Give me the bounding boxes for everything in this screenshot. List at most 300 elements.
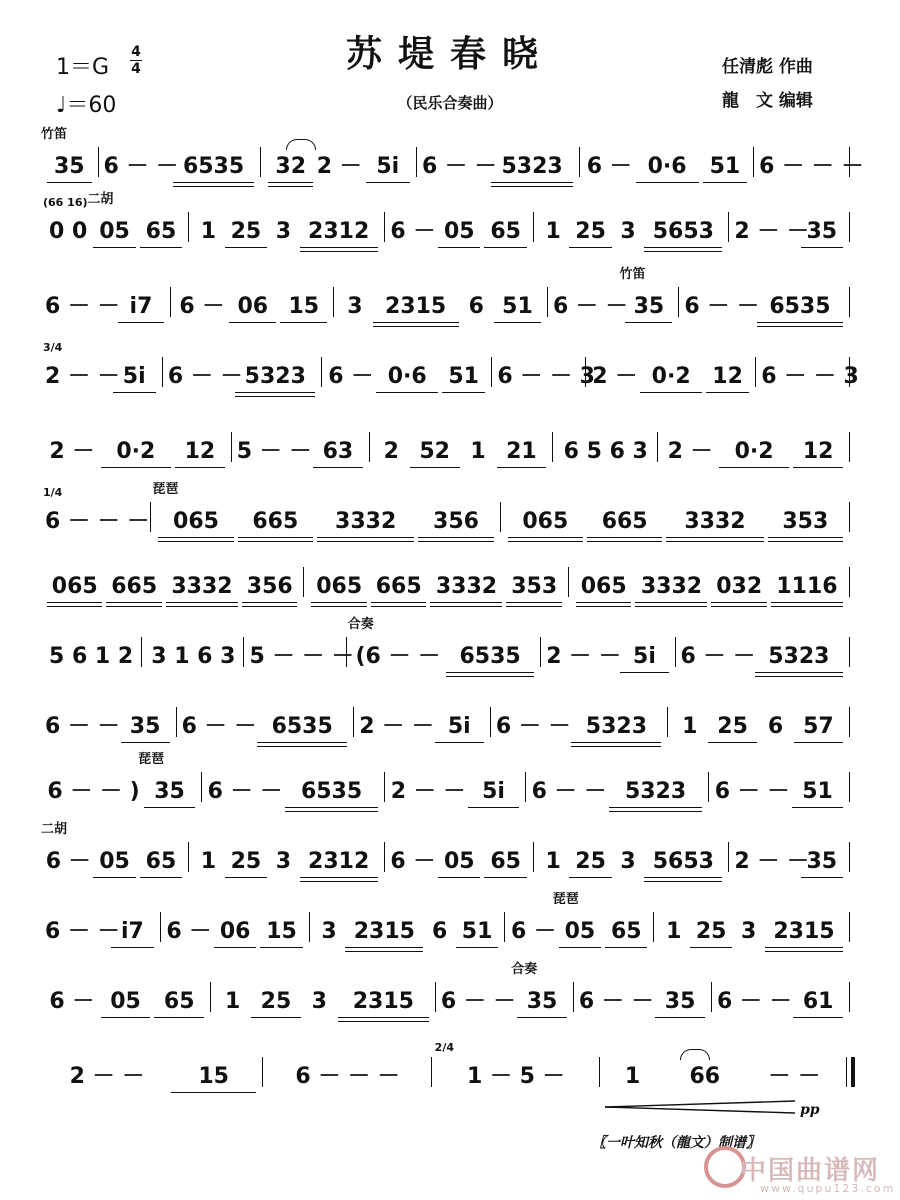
barline bbox=[678, 287, 679, 317]
note-group bbox=[249, 635, 354, 685]
barline bbox=[849, 502, 850, 532]
note-text: 6 － － bbox=[680, 644, 756, 669]
note-group bbox=[684, 285, 760, 335]
note-group bbox=[173, 430, 227, 480]
beam-line bbox=[625, 322, 672, 323]
note-text: 2 － bbox=[667, 439, 713, 464]
note-group bbox=[266, 145, 315, 195]
barline bbox=[573, 982, 574, 1012]
note-text: 6535 bbox=[459, 644, 521, 669]
beam-line bbox=[242, 606, 297, 607]
beam-line bbox=[268, 186, 313, 187]
note-group bbox=[755, 285, 845, 335]
note-group bbox=[680, 635, 756, 685]
note-group bbox=[45, 565, 104, 615]
note-group bbox=[496, 705, 570, 755]
note-text: 6 － － － bbox=[759, 154, 864, 179]
barline bbox=[162, 357, 163, 387]
beam-line bbox=[311, 602, 366, 603]
note-group bbox=[734, 210, 810, 260]
beam-line bbox=[173, 182, 255, 183]
barline bbox=[309, 912, 310, 942]
beam-line bbox=[491, 182, 573, 183]
note-group bbox=[138, 210, 184, 260]
note-text: 51 bbox=[448, 364, 479, 389]
transcriber-credit: 〖一叶知秋（龍文）制谱〗 bbox=[592, 1135, 760, 1151]
beam-line bbox=[101, 467, 171, 468]
note-text: 1 bbox=[682, 714, 698, 739]
note-text: 6 － bbox=[45, 849, 91, 874]
note-text: 06 bbox=[219, 919, 251, 944]
note-group bbox=[769, 565, 845, 615]
beam-line bbox=[605, 947, 647, 948]
beam-line bbox=[101, 1017, 151, 1018]
note-text: 15 bbox=[288, 294, 320, 319]
note-text: 06 bbox=[237, 294, 269, 319]
note-group bbox=[111, 355, 158, 405]
beam-line bbox=[771, 606, 843, 607]
note-text: 05 bbox=[564, 919, 596, 944]
score-line bbox=[45, 430, 855, 480]
score-line bbox=[45, 1041, 855, 1105]
beam-line bbox=[456, 947, 498, 948]
note-text: 35 bbox=[806, 849, 838, 874]
time-signature-bottom: 4 bbox=[131, 61, 141, 77]
beam-line bbox=[366, 182, 411, 183]
note-group bbox=[495, 430, 549, 480]
note-group bbox=[416, 500, 495, 550]
note-group bbox=[87, 192, 137, 260]
beam-line bbox=[438, 247, 480, 248]
note-group bbox=[327, 355, 374, 405]
note-text: 1 bbox=[224, 989, 241, 1014]
note-text: 5 6 1 2 bbox=[49, 644, 134, 669]
beam-line bbox=[438, 877, 480, 878]
note-text: 5323 bbox=[624, 779, 687, 804]
decrescendo-hairpin bbox=[605, 1100, 795, 1114]
note-text: 6 － － － bbox=[45, 509, 150, 534]
beam-line bbox=[484, 247, 526, 248]
note-text: i7 bbox=[120, 919, 144, 944]
barline bbox=[176, 707, 177, 737]
note-group bbox=[454, 910, 500, 960]
note-group bbox=[642, 210, 724, 260]
beam-line bbox=[636, 182, 699, 183]
note-group bbox=[43, 486, 150, 550]
note-group bbox=[761, 355, 859, 405]
note-text: 6 － bbox=[511, 919, 556, 944]
instrument-label: 二胡 bbox=[87, 192, 114, 207]
instrument-label: 琵琶 bbox=[138, 752, 165, 767]
note-text: 6 bbox=[767, 714, 784, 739]
note-group bbox=[45, 635, 137, 685]
note-group bbox=[167, 355, 243, 405]
note-group bbox=[482, 840, 528, 890]
barline bbox=[416, 147, 417, 177]
note-text: 3 bbox=[311, 989, 327, 1014]
note-text: 6 － － bbox=[578, 989, 654, 1014]
note-text: 2315 bbox=[773, 919, 835, 944]
note-text: 6535 bbox=[182, 154, 245, 179]
note-group bbox=[717, 430, 791, 480]
note-text: 2315 bbox=[352, 989, 414, 1014]
note-text: 6 － bbox=[166, 919, 212, 944]
note-text: 63 bbox=[322, 439, 354, 464]
note-text: 25 bbox=[260, 989, 292, 1014]
note-text: 6 － － bbox=[440, 989, 516, 1014]
barline bbox=[755, 357, 756, 387]
note-group bbox=[343, 910, 425, 960]
prefix-mark: 1/4 bbox=[43, 486, 63, 499]
beam-line bbox=[711, 606, 766, 607]
note-group bbox=[255, 705, 349, 755]
beam-line bbox=[655, 1017, 705, 1018]
prefix-mark: 2/4 bbox=[434, 1041, 454, 1054]
note-text: 065 bbox=[522, 509, 569, 534]
note-group bbox=[369, 565, 428, 615]
note-group bbox=[664, 500, 765, 550]
beam-line bbox=[166, 602, 238, 603]
note-text: 65 bbox=[145, 849, 177, 874]
note-group bbox=[422, 145, 497, 195]
beam-line bbox=[435, 742, 484, 743]
note-text: 6 － － bbox=[207, 779, 283, 804]
note-group bbox=[164, 565, 240, 615]
beam-line bbox=[268, 182, 313, 183]
beam-line bbox=[260, 947, 302, 948]
beam-line bbox=[173, 186, 255, 187]
beam-line bbox=[666, 537, 763, 538]
note-text: 5i bbox=[447, 714, 471, 739]
barline bbox=[210, 982, 211, 1012]
note-text: 0·2 bbox=[116, 439, 156, 464]
note-group bbox=[704, 355, 751, 405]
barline bbox=[552, 432, 553, 462]
beam-line bbox=[491, 186, 573, 187]
note-text: 0·2 bbox=[734, 439, 774, 464]
beam-line bbox=[765, 951, 843, 952]
barline bbox=[711, 982, 712, 1012]
beam-line bbox=[559, 947, 601, 948]
barline bbox=[849, 357, 850, 387]
note-group bbox=[511, 962, 569, 1030]
score-subtitle: （民乐合奏曲） bbox=[397, 94, 503, 112]
note-text: 3332 bbox=[684, 509, 746, 534]
note-text: 25 bbox=[695, 919, 727, 944]
beam-line bbox=[430, 602, 502, 603]
barline bbox=[504, 912, 505, 942]
note-group bbox=[375, 430, 408, 480]
note-group bbox=[390, 840, 436, 890]
note-text: 35 bbox=[633, 294, 665, 319]
note-group bbox=[311, 430, 365, 480]
beam-line bbox=[93, 877, 135, 878]
note-group bbox=[734, 840, 810, 890]
barline bbox=[243, 637, 244, 667]
note-group bbox=[614, 840, 643, 890]
note-group bbox=[45, 430, 99, 480]
note-text: 665 bbox=[375, 574, 422, 599]
note-group bbox=[688, 910, 734, 960]
note-group bbox=[425, 910, 454, 960]
barline bbox=[260, 147, 261, 177]
beam-line bbox=[757, 322, 843, 323]
beam-line bbox=[376, 392, 438, 393]
note-group bbox=[147, 635, 239, 685]
note-text: 1116 bbox=[776, 574, 838, 599]
note-group bbox=[792, 705, 845, 755]
note-text: 1 bbox=[666, 919, 682, 944]
beam-line bbox=[313, 467, 363, 468]
beam-line bbox=[446, 672, 534, 673]
barline bbox=[849, 707, 850, 737]
note-text: 1 bbox=[545, 219, 561, 244]
note-text: 32 bbox=[275, 154, 307, 179]
beam-line bbox=[576, 602, 631, 603]
barline bbox=[333, 287, 334, 317]
barline bbox=[188, 212, 189, 242]
note-text: 3332 bbox=[171, 574, 233, 599]
barline bbox=[547, 287, 548, 317]
note-group bbox=[638, 355, 704, 405]
note-group bbox=[182, 705, 256, 755]
beam-line bbox=[587, 537, 662, 538]
note-text: 6 － － bbox=[552, 294, 628, 319]
note-text: 0·2 bbox=[651, 364, 691, 389]
note-group bbox=[706, 705, 759, 755]
note-group bbox=[223, 210, 269, 260]
note-group bbox=[552, 892, 603, 960]
beam-line bbox=[106, 602, 161, 603]
instrument-label: 竹笛 bbox=[41, 127, 68, 142]
beam-line bbox=[792, 807, 843, 808]
note-text: 65 bbox=[145, 219, 177, 244]
arranger-credit: 龍 文 编辑 bbox=[722, 91, 813, 111]
note-group bbox=[315, 910, 344, 960]
beam-line bbox=[703, 182, 748, 183]
beam-line bbox=[113, 392, 156, 393]
note-group bbox=[194, 840, 223, 890]
note-text: 1 bbox=[545, 849, 561, 874]
note-group bbox=[91, 840, 137, 890]
note-text: 2 － － bbox=[45, 364, 120, 389]
barline bbox=[384, 842, 385, 872]
beam-line bbox=[708, 742, 757, 743]
note-text: 1 bbox=[470, 439, 486, 464]
note-text: 2 － － bbox=[390, 779, 466, 804]
beam-line bbox=[711, 602, 766, 603]
score-line bbox=[41, 127, 864, 195]
note-text: 6 － bbox=[390, 849, 436, 874]
note-group bbox=[717, 980, 791, 1030]
note-text: 05 bbox=[443, 219, 475, 244]
note-text: 665 bbox=[252, 509, 299, 534]
beam-line bbox=[373, 322, 459, 323]
note-group bbox=[436, 210, 482, 260]
barline bbox=[160, 912, 161, 942]
note-text: 15 bbox=[266, 919, 297, 944]
note-text: 35 bbox=[664, 989, 696, 1014]
barline bbox=[384, 212, 385, 242]
beam-line bbox=[111, 947, 153, 948]
note-group bbox=[734, 910, 763, 960]
note-text: 5323 bbox=[768, 644, 830, 669]
note-group bbox=[444, 635, 536, 685]
note-group bbox=[790, 770, 845, 820]
note-group bbox=[194, 210, 223, 260]
note-group bbox=[659, 910, 688, 960]
note-text: 3 bbox=[347, 294, 363, 319]
note-text: 6535 bbox=[271, 714, 333, 739]
note-text: 6 － － bbox=[716, 989, 792, 1014]
note-text: 35 bbox=[154, 779, 185, 804]
barline bbox=[150, 502, 151, 532]
beam-line bbox=[446, 676, 534, 677]
score-line bbox=[45, 892, 855, 960]
barline bbox=[500, 502, 501, 532]
beam-line bbox=[118, 322, 165, 323]
note-text: 51 bbox=[709, 154, 741, 179]
note-text: 12 bbox=[712, 364, 743, 389]
note-text: 05 bbox=[99, 849, 130, 874]
note-group bbox=[45, 285, 120, 335]
beam-line bbox=[235, 396, 315, 397]
score-line bbox=[43, 341, 859, 405]
tie-arc bbox=[680, 1049, 710, 1060]
tempo-mark bbox=[56, 88, 116, 119]
beam-line bbox=[144, 807, 195, 808]
beam-line bbox=[755, 672, 843, 673]
note-text: 0·6 bbox=[647, 154, 687, 179]
note-text: 5 － － － bbox=[249, 644, 354, 669]
beam-line bbox=[47, 602, 102, 603]
watermark-url: www.qupu123.com bbox=[760, 1182, 896, 1195]
note-group bbox=[212, 910, 258, 960]
note-text: 3332 bbox=[335, 509, 397, 534]
note-group bbox=[709, 565, 768, 615]
score-title: 苏堤春晓 bbox=[345, 33, 554, 75]
instrument-label: 琵琶 bbox=[152, 482, 179, 497]
beam-line bbox=[635, 606, 707, 607]
beam-line bbox=[442, 392, 485, 393]
beam-line bbox=[238, 537, 313, 538]
note-text: 665 bbox=[111, 574, 158, 599]
note-group bbox=[176, 285, 227, 335]
note-text: 5i bbox=[376, 154, 400, 179]
beam-line bbox=[757, 326, 843, 327]
note-group bbox=[258, 910, 304, 960]
note-group bbox=[591, 355, 638, 405]
note-group bbox=[138, 752, 197, 820]
beam-line bbox=[801, 247, 843, 248]
prefix-mark: 3/4 bbox=[43, 341, 63, 354]
note-group bbox=[660, 1055, 749, 1105]
barline bbox=[98, 147, 99, 177]
note-group bbox=[489, 145, 575, 195]
beam-line bbox=[300, 247, 378, 248]
note-text: 1 bbox=[200, 219, 217, 244]
note-group bbox=[364, 145, 413, 195]
note-group bbox=[116, 285, 167, 335]
beam-line bbox=[214, 947, 256, 948]
note-group bbox=[269, 210, 298, 260]
note-text: 5i bbox=[633, 644, 656, 669]
note-group bbox=[642, 840, 724, 890]
note-text: 6 － bbox=[328, 364, 374, 389]
note-text: 5323 bbox=[585, 714, 647, 739]
note-text: 35 bbox=[526, 989, 558, 1014]
note-text: 2 － － bbox=[734, 849, 810, 874]
barline bbox=[231, 432, 232, 462]
beam-line bbox=[140, 877, 182, 878]
barline bbox=[431, 1057, 432, 1087]
note-text: 6535 bbox=[769, 294, 831, 319]
beam-line bbox=[317, 541, 414, 542]
note-text: 12 bbox=[184, 439, 216, 464]
note-group bbox=[408, 430, 462, 480]
note-group bbox=[390, 770, 466, 820]
note-text: 3 1 6 3 bbox=[151, 644, 236, 669]
note-text: 3 bbox=[620, 219, 636, 244]
note-text: 1 bbox=[624, 1064, 641, 1089]
barline bbox=[599, 1057, 600, 1087]
barline bbox=[585, 357, 586, 387]
note-group bbox=[614, 210, 643, 260]
barline bbox=[533, 842, 534, 872]
beam-line bbox=[300, 881, 378, 882]
prefix-mark: (66 16) bbox=[43, 196, 88, 209]
note-text: 356 bbox=[246, 574, 293, 599]
note-text: 6 － － bbox=[531, 779, 607, 804]
note-group bbox=[339, 285, 370, 335]
beam-line bbox=[666, 541, 763, 542]
note-group bbox=[41, 822, 91, 890]
beam-line bbox=[300, 877, 378, 878]
beam-line bbox=[508, 537, 583, 538]
note-group bbox=[43, 196, 91, 260]
note-group bbox=[466, 770, 521, 820]
note-text: 353 bbox=[782, 509, 829, 534]
note-text: 6 － bbox=[49, 989, 95, 1014]
beam-line bbox=[158, 541, 233, 542]
note-group bbox=[152, 980, 206, 1030]
note-text: 35 bbox=[129, 714, 161, 739]
beam-line bbox=[620, 672, 668, 673]
note-group bbox=[216, 980, 249, 1030]
instrument-label: 合奏 bbox=[511, 962, 538, 977]
beam-line bbox=[300, 251, 378, 252]
note-group bbox=[371, 285, 461, 335]
note-group bbox=[298, 840, 380, 890]
note-group bbox=[750, 1055, 839, 1105]
barline bbox=[849, 147, 850, 177]
note-group bbox=[103, 145, 179, 195]
note-group bbox=[791, 980, 845, 1030]
beam-line bbox=[644, 877, 722, 878]
beam-line bbox=[569, 247, 611, 248]
beam-line bbox=[640, 392, 702, 393]
note-text: 065 bbox=[580, 574, 627, 599]
note-group bbox=[240, 565, 299, 615]
note-text: 6 － － bbox=[103, 154, 179, 179]
note-text: 25 bbox=[230, 219, 262, 244]
beam-line bbox=[285, 807, 378, 808]
final-barline bbox=[846, 1057, 855, 1087]
note-text: 353 bbox=[511, 574, 558, 599]
note-group bbox=[574, 565, 633, 615]
note-text: 3 bbox=[740, 919, 757, 944]
note-text: 2312 bbox=[308, 219, 370, 244]
